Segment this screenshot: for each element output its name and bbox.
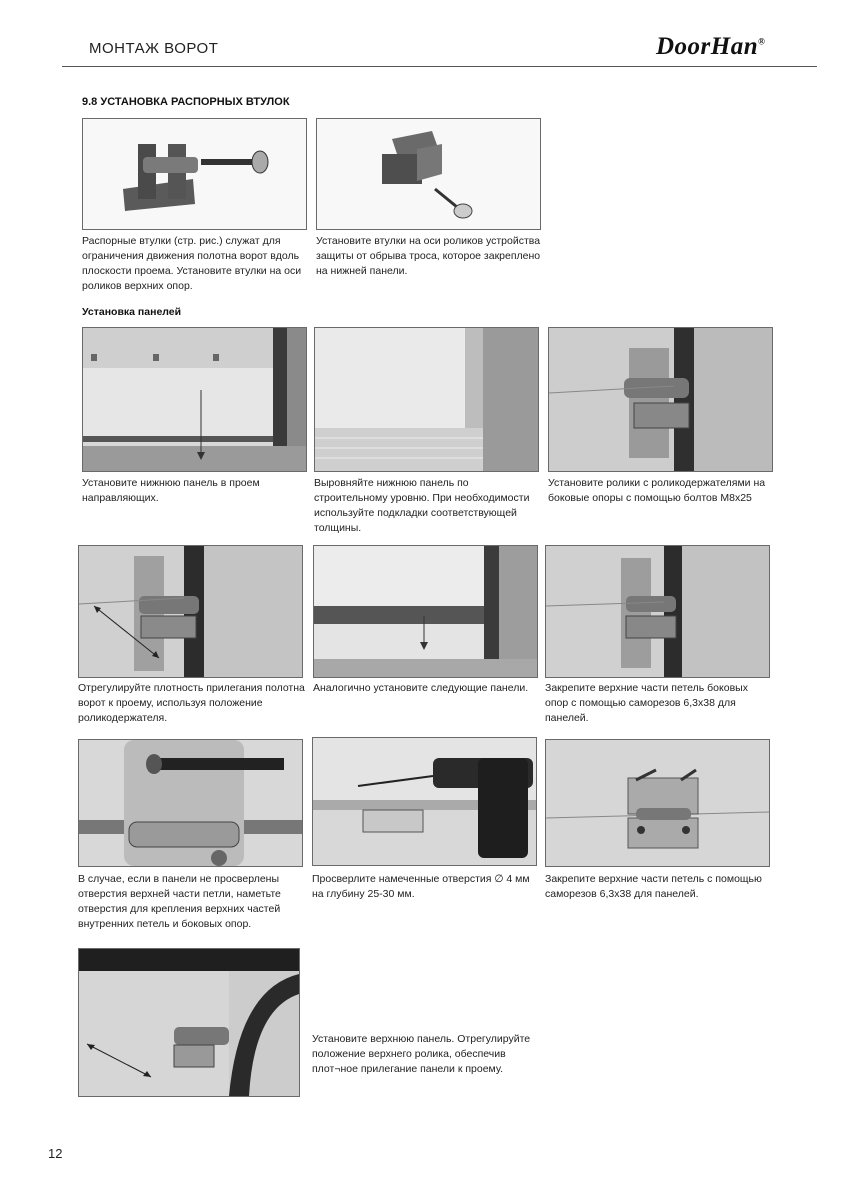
caption-spacer-bushings: Распорные втулки (стр. рис.) служат для ограничения движения полотна ворот вдоль плоскости проема. Установите втулки на оси роликов верхних опор. [82, 235, 302, 292]
header-title: МОНТАЖ ВОРОТ [89, 40, 219, 57]
figure-bottom-panel [82, 327, 307, 472]
caption-fasten-side-hinges: Закрепите верхние части петель боковых опор с помощью саморезов 6,3х38 для панелей. [545, 682, 748, 724]
logo-registered-mark: ® [758, 36, 766, 47]
figure-spacer-bushing [82, 118, 307, 230]
caption-drill-holes: Просверлите намеченные отверстия ∅ 4 мм на глубину 25-30 мм. [312, 873, 530, 900]
caption-install-bottom-panel: Установите нижнюю панель в проем направляющих. [82, 477, 260, 504]
caption-cable-device: Установите втулки на оси роликов устройства защиты от обрыва троса, которое закреплено на нижней панели. [316, 235, 541, 277]
figure-top-panel [78, 948, 300, 1097]
caption-install-rollers: Установите ролики с роликодержателями на боковые опоры с помощью болтов М8х25 [548, 477, 766, 504]
logo-text: DoorHan [656, 33, 759, 60]
caption-mark-holes: В случае, если в панели не просверлены отверстия верхней части петли, наметьте отверстия для крепления верхних частей внутренних петель и боковых опор. [78, 873, 281, 930]
figure-cable-safety-device [316, 118, 541, 230]
figure-drill-holes [312, 737, 537, 866]
subsection-title: Установка панелей [82, 306, 182, 318]
figure-next-panels [313, 545, 538, 678]
caption-level-bottom-panel: Выровняйте нижнюю панель по строительному уровню. При необходимости используйте подкладки соответствующей толщины. [314, 477, 530, 534]
figure-mark-holes [78, 739, 303, 867]
caption-next-panels: Аналогично установите следующие панели. [313, 682, 529, 694]
section-title: 9.8 УСТАНОВКА РАСПОРНЫХ ВТУЛОК [82, 96, 290, 108]
caption-adjust-fit: Отрегулируйте плотность прилегания полотна ворот к проему, используя положение роликодержателя. [78, 682, 305, 724]
caption-fasten-hinges: Закрепите верхние части петель с помощью саморезов 6,3х38 для панелей. [545, 873, 762, 900]
figure-fasten-hinges [545, 739, 770, 867]
figure-adjust-fit [78, 545, 303, 678]
header-divider [62, 66, 817, 67]
page-number: 12 [48, 1146, 63, 1161]
figure-roller-bracket [548, 327, 773, 472]
doorhan-logo [656, 33, 765, 61]
figure-fasten-side-hinges [545, 545, 770, 678]
figure-level-panel [314, 327, 539, 472]
caption-install-top-panel: Установите верхнюю панель. Отрегулируйте положение верхнего ролика, обеспечив плот¬ное прилегание панели к проему. [312, 1033, 531, 1075]
